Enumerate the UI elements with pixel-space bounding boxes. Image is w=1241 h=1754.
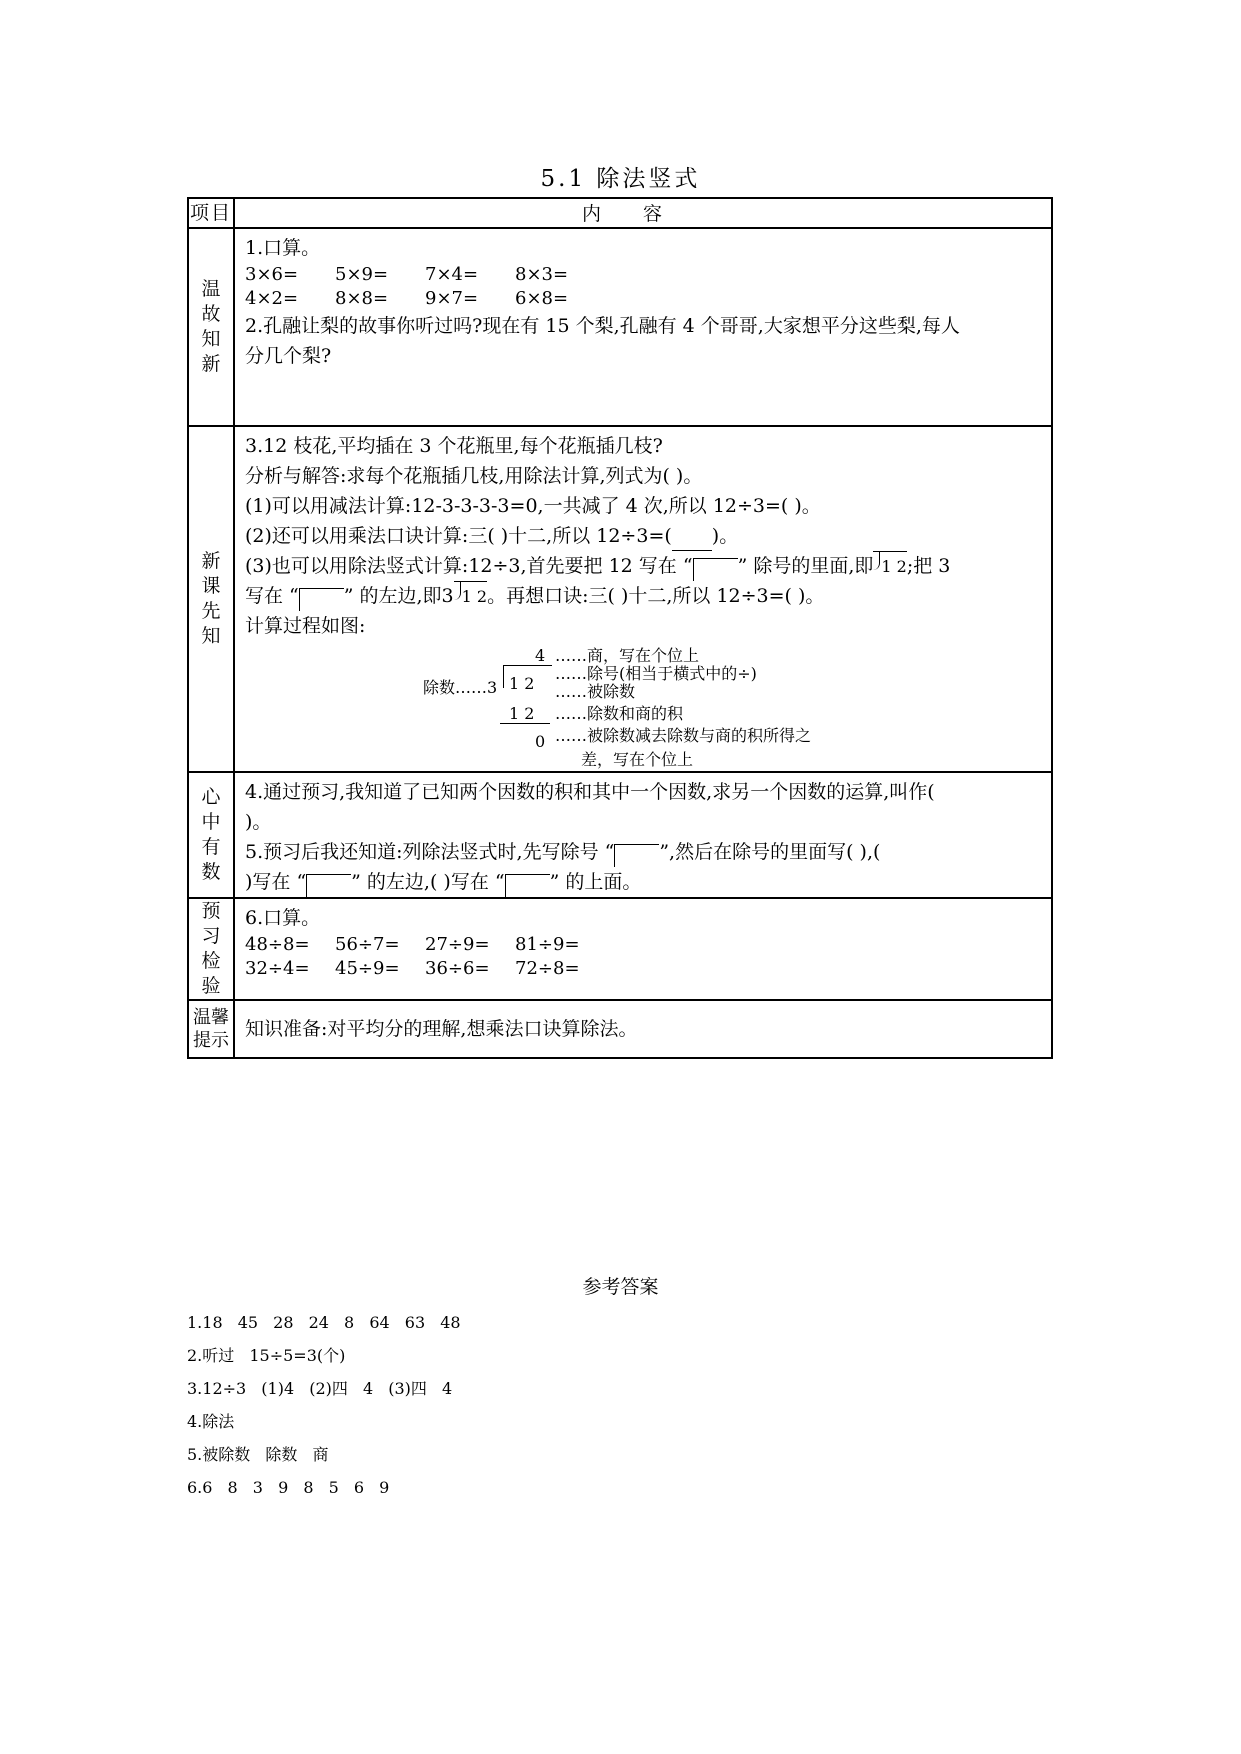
table-header-row [188, 198, 1052, 228]
division-bracket-icon [299, 588, 344, 611]
diagram-product: 1 2 [509, 704, 535, 723]
step3-text [245, 551, 1041, 581]
step3-part: ” 除号的里面,即 [737, 555, 874, 577]
q2-line: 2.孔融让梨的故事你听过吗?现在有 15 个梨,孔融有 4 个哥哥,大家想平分这些梨,每人 [245, 315, 960, 337]
header-content: 内容 [234, 198, 1052, 228]
long-division-twelve: 1 2 [873, 551, 906, 582]
diagram-divisor-label: 除数……3 [423, 678, 498, 697]
section-content-check [234, 898, 1052, 1000]
long-division-twelve: 1 2 [454, 581, 487, 612]
section-content-mind [234, 772, 1052, 898]
step3-part: ;把 3 [906, 555, 951, 577]
step2-part: )。 [711, 525, 739, 547]
diagram-caption: 计算过程如图: [245, 615, 366, 637]
subtraction-line [500, 723, 550, 724]
calc-item: 27÷9= [425, 934, 490, 955]
calc-row [245, 287, 1041, 311]
diagram-note: ……除号(相当于横式中的÷) [555, 664, 757, 683]
answer-line: 3.12÷3 (1)4 (2)四 4 (3)四 4 [187, 1379, 453, 1398]
section-label-review: 温故知新 [188, 228, 234, 426]
q5-part: ” 的左边,( )写在 “ [351, 871, 505, 893]
calc-item: 8×3= [515, 264, 569, 285]
section-label-mind: 心中有数 [188, 772, 234, 898]
calc-item: 72÷8= [515, 958, 580, 979]
calc-item: 81÷9= [515, 934, 580, 955]
section-review [188, 228, 1052, 426]
q3-text: 3.12 枝花,平均插在 3 个花瓶里,每个花瓶插几枝? [245, 435, 663, 457]
diagram-note: ……除数和商的积 [555, 704, 684, 723]
step3-part: 写在 “ [245, 585, 299, 607]
calc-item: 5×9= [335, 264, 389, 285]
calc-item: 8×8= [335, 288, 389, 309]
answers-list [187, 1306, 461, 1504]
long-division-diagram [245, 641, 1041, 771]
answer-line: 6.6 8 3 9 8 5 6 9 [187, 1478, 390, 1497]
calc-item: 4×2= [245, 288, 299, 309]
q5-part: )写在 “ [245, 871, 307, 893]
step2-part: (2)还可以用乘法口诀计算:三( )十二,所以 12÷3=( [245, 525, 672, 547]
division-bracket-icon [505, 874, 550, 897]
section-check [188, 898, 1052, 1000]
analysis-text: 分析与解答:求每个花瓶插几枝,用除法计算,列式为( )。 [245, 465, 703, 487]
section-label-check: 预习检验 [188, 898, 234, 1000]
section-mind [188, 772, 1052, 898]
calc-item: 6×8= [515, 288, 569, 309]
q4-line: 4.通过预习,我知道了已知两个因数的积和其中一个因数,求另一个因数的运算,叫作( [245, 781, 935, 803]
q5-part: ”,然后在除号的里面写( ),( [659, 841, 881, 863]
q2-line: 分几个梨? [245, 345, 332, 367]
step3-part: ” 的左边,即3 [343, 585, 454, 607]
division-bracket-icon [693, 558, 738, 581]
q5-part: 5.预习后我还知道:列除法竖式时,先写除号 “ [245, 841, 615, 863]
step2-text [245, 521, 1041, 551]
diagram-note: ……被除数 [555, 682, 636, 701]
q5-line [245, 867, 1041, 897]
section-content-new [234, 426, 1052, 772]
q1-title: 1.口算。 [245, 237, 321, 259]
answer-line: 4.除法 [187, 1412, 235, 1431]
q4-line: )。 [245, 811, 272, 833]
answer-line: 5.被除数 除数 商 [187, 1445, 329, 1464]
division-bracket-icon [306, 874, 351, 897]
diagram-quotient: 4 [535, 646, 546, 665]
diagram-note: ……商，写在个位上 [555, 646, 700, 665]
calc-item: 32÷4= [245, 958, 310, 979]
page-title: 5.1 除法竖式 [540, 166, 701, 192]
step1-text: (1)可以用减法计算:12-3-3-3-3=0,一共减了 4 次,所以 12÷3=( )。 [245, 495, 821, 517]
calc-item: 3×6= [245, 264, 299, 285]
q5-line [245, 837, 1041, 867]
tip-text: 知识准备:对平均分的理解,想乘法口诀算除法。 [245, 1018, 638, 1040]
calc-row [245, 263, 1041, 287]
calc-row [245, 957, 1041, 981]
step3-text-cont [245, 581, 1041, 611]
q6-title: 6.口算。 [245, 907, 321, 929]
lesson-table [187, 197, 1053, 1059]
section-label-tip: 温馨提示 [188, 1000, 234, 1058]
section-tip [188, 1000, 1052, 1058]
diagram-note: ……被除数减去除数与商的积所得之 [555, 726, 812, 745]
answer-blank [672, 530, 712, 551]
answers-title: 参考答案 [582, 1276, 659, 1298]
header-item: 项目 [188, 198, 234, 228]
section-content-tip [234, 1000, 1052, 1058]
step3-part: (3)也可以用除法竖式计算:12÷3,首先要把 12 写在 “ [245, 555, 693, 577]
calc-item: 56÷7= [335, 934, 400, 955]
calc-item: 48÷8= [245, 934, 310, 955]
calc-item: 9×7= [425, 288, 479, 309]
section-new [188, 426, 1052, 772]
q5-part: ” 的上面。 [549, 871, 642, 893]
section-content-review [234, 228, 1052, 426]
diagram-remainder: 0 [535, 732, 546, 751]
calc-row [245, 933, 1041, 957]
division-bracket-icon [614, 844, 659, 867]
calc-item: 36÷6= [425, 958, 490, 979]
answer-line: 2.听过 15÷5=3(个) [187, 1346, 346, 1365]
calc-item: 7×4= [425, 264, 479, 285]
step3-part: 。再想口诀:三( )十二,所以 12÷3=( )。 [487, 585, 825, 607]
section-label-new: 新课先知 [188, 426, 234, 772]
calc-item: 45÷9= [335, 958, 400, 979]
answer-line: 1.18 45 28 24 8 64 63 48 [187, 1313, 461, 1332]
diagram-note: 差，写在个位上 [581, 750, 694, 769]
diagram-dividend: 1 2 [509, 674, 535, 693]
